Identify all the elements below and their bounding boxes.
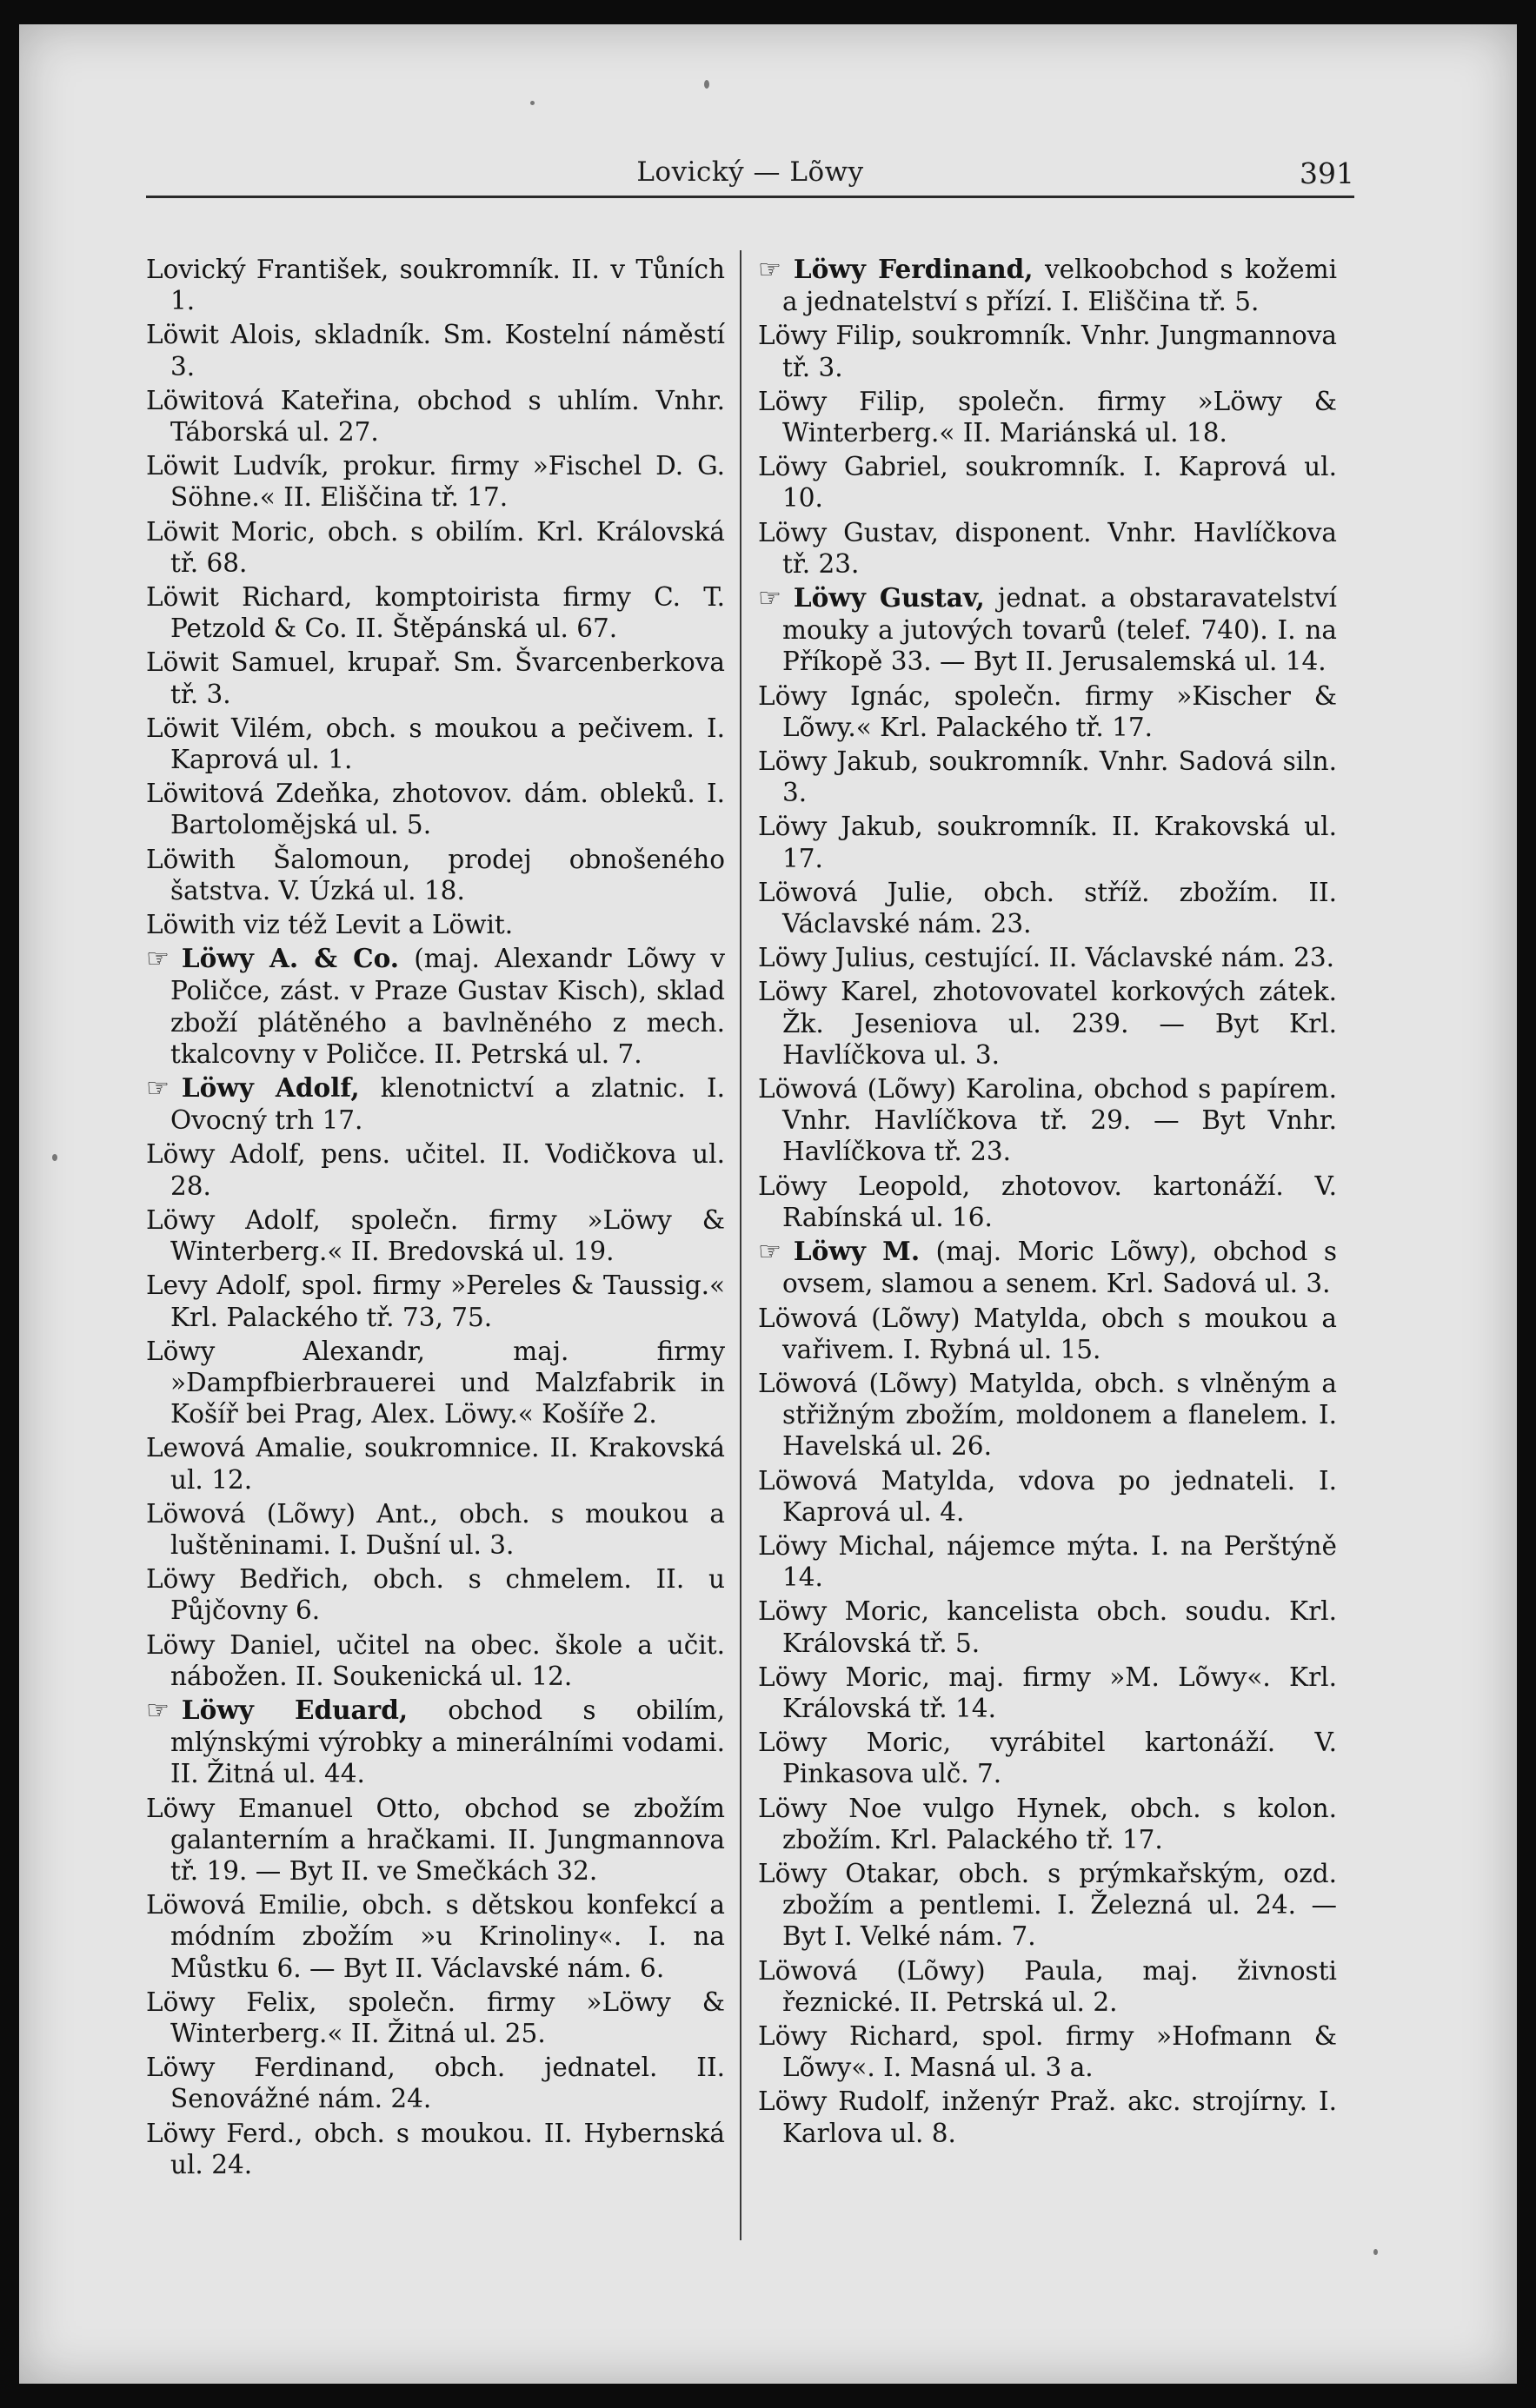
directory-entry: [758, 517, 1337, 580]
entry-details: Rudolf, inženýr Praž. akc. strojírny. I. Karlova ul. 8.: [782, 2086, 1337, 2148]
entry-name: Levy: [146, 1270, 208, 1301]
directory-entry: [758, 1858, 1337, 1953]
entry-details: Adolf, spol. firmy »Pereles & Taussig.« Krl. Palackého tř. 73, 75.: [170, 1270, 725, 1332]
entry-name: Löwy: [758, 1530, 828, 1561]
entry-details: (Lõwy) Matylda, obch. s vlněným a střižným zbožím, moldonem a flanelem. I. Havelská ul. 26.: [782, 1368, 1337, 1462]
header-rule: [146, 196, 1354, 198]
entry-details: (Lõwy) Ant., obch. s moukou a luštěninami. I. Dušní ul. 3.: [170, 1498, 725, 1560]
directory-entry: [146, 581, 725, 644]
directory-entry: [758, 976, 1337, 1071]
entry-name: Löwit: [146, 582, 219, 613]
directory-entry: [758, 877, 1337, 939]
entry-name: Löwy Gustav,: [793, 582, 985, 614]
entry-details: Jakub, soukromník. Vnhr. Sadová siln. 3.: [782, 746, 1337, 808]
pointing-hand-icon: ☞: [758, 583, 781, 614]
entry-name: Löwit: [146, 451, 219, 481]
entry-details: Felix, společn. firmy »Löwy & Winterberg.« II. Žitná ul. 25.: [170, 1987, 725, 2048]
directory-entry: [146, 516, 725, 579]
directory-entry: [758, 320, 1337, 382]
entry-name: Löwová: [758, 1074, 858, 1104]
entry-details: Noe vulgo Hynek, obch. s kolon. zbožím. Krl. Palackého tř. 17.: [782, 1793, 1337, 1854]
entry-details: Leopold, zhotovov. kartonáží. V. Rabínská ul. 16.: [782, 1171, 1337, 1232]
pointing-hand-icon: ☞: [146, 944, 170, 975]
directory-entry: [758, 2020, 1337, 2083]
directory-entry: [146, 1498, 725, 1561]
entry-details: Julius, cestující. II. Václavské nám. 23.: [827, 943, 1335, 973]
directory-entry: [146, 1270, 725, 1332]
entry-details: Jakub, soukromník. II. Krakovská ul. 17.: [782, 812, 1337, 873]
directory-entry: [758, 1303, 1337, 1365]
entry-name: Löwová: [146, 1498, 246, 1529]
directory-entry: [758, 811, 1337, 873]
directory-entry: [146, 778, 725, 840]
directory-entry: [758, 1793, 1337, 1855]
paper-speck: [52, 1154, 57, 1161]
entry-details: Matylda, vdova po jednateli. I. Kaprová ul. 4.: [782, 1465, 1337, 1527]
entry-details: (Lõwy) Matylda, obch s moukou a vařivem. I. Rybná ul. 15.: [782, 1303, 1337, 1364]
directory-entry: [758, 254, 1337, 317]
entry-name: Lovický: [146, 255, 246, 284]
entry-name: Löwy: [758, 977, 828, 1007]
page-header: [146, 130, 1354, 198]
entry-name: Löwy: [758, 1728, 828, 1758]
entry-details: (maj. Alexandr Lõwy v Poličce, zást. v Praze Gustav Kisch), sklad zboží plátěného a bavlněného z mech. tkalcovny v Poličce. II. Petrská ul. 7.: [170, 944, 725, 1069]
directory-entry: [146, 2052, 725, 2114]
entry-name: Löwy: [758, 452, 828, 482]
page-number: 391: [1300, 156, 1354, 190]
entry-name: Löwy: [146, 1564, 216, 1595]
entry-details: Moric, kancelista obch. soudu. Krl. Královská tř. 5.: [782, 1596, 1337, 1658]
entry-details: Samuel, krupař. Sm. Švarcenberkova tř. 3.: [170, 647, 725, 709]
entry-name: Löwy: [758, 517, 828, 547]
entry-details: Filip, společn. firmy »Löwy & Winterberg.« II. Mariánská ul. 18.: [782, 386, 1337, 448]
entry-details: Alois, skladník. Sm. Kostelní náměstí 3.: [170, 320, 725, 381]
directory-entry: [146, 319, 725, 381]
entry-details: Julie, obch. stříž. zbožím. II. Václavské nám. 23.: [782, 877, 1337, 939]
entry-name: Löwová: [758, 1465, 858, 1496]
directory-entry: [146, 2118, 725, 2180]
entry-name: Löwy: [146, 1629, 216, 1660]
directory-entry: [146, 713, 725, 775]
directory-entry: [758, 1662, 1337, 1724]
directory-entry: [146, 1432, 725, 1495]
directory-entry: [758, 1171, 1337, 1233]
running-head: Lovický — Lõwy: [636, 156, 864, 188]
directory-entry: [146, 1336, 725, 1430]
entry-details: klenotnictví a zlatnic. I. Ovocný trh 17.: [170, 1073, 725, 1136]
entry-name: Löwy: [758, 1662, 828, 1692]
directory-entry: [146, 254, 725, 316]
directory-entry: [758, 1595, 1337, 1658]
directory-entry: [146, 943, 725, 1070]
entry-name: Löwit: [146, 713, 219, 743]
entry-details: Adolf, pens. učitel. II. Vodičkova ul. 28.: [170, 1139, 725, 1201]
entry-name: Löwy: [758, 1858, 828, 1888]
entry-details: Vilém, obch. s moukou a pečivem. I. Kaprová ul. 1.: [170, 713, 725, 775]
entry-name: Löwith: [146, 910, 236, 940]
entry-details: Amalie, soukromnice. II. Krakovská ul. 12.: [170, 1433, 725, 1495]
directory-entry: [146, 1629, 725, 1692]
entry-details: Moric, maj. firmy »M. Lõwy«. Krl. Královská tř. 14.: [782, 1662, 1337, 1723]
directory-entry: [758, 1236, 1337, 1299]
entry-details: obchod s obilím, mlýnskými výrobky a minerálními vodami. II. Žitná ul. 44.: [170, 1695, 725, 1789]
entry-name: Löwy Ferdinand,: [793, 254, 1034, 284]
entry-details: Ludvík, prokur. firmy »Fischel D. G. Söhne.« II. Eliščina tř. 17.: [170, 451, 725, 513]
directory-entry: [146, 385, 725, 448]
directory-entry: [758, 1530, 1337, 1593]
entry-name: Löwy: [758, 321, 828, 351]
pointing-hand-icon: ☞: [758, 255, 781, 285]
pointing-hand-icon: ☞: [146, 1073, 170, 1104]
entry-name: Löwová: [758, 1955, 858, 1986]
entry-name: Löwy: [146, 2118, 216, 2148]
entry-name: Löwy: [758, 2020, 828, 2051]
entry-name: Löwy: [758, 943, 828, 973]
entry-name: Löwy M.: [793, 1236, 921, 1267]
directory-entry: [146, 1072, 725, 1136]
directory-entry: [146, 909, 725, 940]
entry-details: Adolf, společn. firmy »Löwy & Winterberg.« II. Bredovská ul. 19.: [170, 1204, 725, 1267]
paper-speck: [704, 80, 709, 89]
entry-details: (Lõwy) Paula, maj. živnosti řeznické. II. Petrská ul. 2.: [782, 1955, 1337, 2017]
entry-name: Löwy: [758, 1596, 828, 1627]
entry-details: jednat. a obstaravatelství mouky a jutových tovarů (telef. 740). I. na Příkopě 33. — Byt II. Jerusalemská ul. 14.: [782, 583, 1337, 677]
entry-name: Löwy: [758, 386, 828, 416]
directory-entry: [758, 1073, 1337, 1168]
entry-details: František, soukromník. II. v Tůních 1.: [170, 255, 725, 316]
entry-name: Löwová: [146, 1890, 246, 1920]
entry-details: Ferd., obch. s moukou. II. Hybernská ul. 24.: [170, 2118, 725, 2179]
entry-details: Moric, obch. s obilím. Krl. Královská tř. 68.: [170, 516, 725, 578]
entry-details: Zdeňka, zhotovov. dám. obleků. I. Bartolomějská ul. 5.: [170, 779, 725, 840]
entry-name: Löwy: [146, 2053, 216, 2083]
column-divider: [740, 250, 741, 2240]
entry-details: Ferdinand, obch. jednatel. II. Senovážné nám. 24.: [170, 2053, 725, 2114]
entry-name: Löwith: [146, 844, 236, 874]
entry-name: Löwy Adolf,: [181, 1072, 360, 1104]
entry-details: Gustav, disponent. Vnhr. Havlíčkova tř. 23.: [782, 517, 1337, 579]
entry-details: Emilie, obch. s dětskou konfekcí a módním zbožím »u Krinoliny«. I. na Můstku 6. — Byt II. Václavské nám. 6.: [170, 1890, 725, 1983]
right-column: [758, 254, 1337, 2152]
entry-details: Bedřich, obch. s chmelem. II. u Půjčovny 6.: [170, 1564, 725, 1626]
entry-name: Löwy: [758, 1171, 828, 1201]
entry-name: Löwy: [146, 1139, 216, 1170]
directory-entry: [758, 582, 1337, 678]
entry-name: Löwit: [146, 516, 219, 547]
directory-entry: [146, 1695, 725, 1790]
entry-name: Löwitová: [146, 385, 264, 415]
entry-details: Šalomoun, prodej obnošeného šatstva. V. Úzká ul. 18.: [170, 844, 725, 905]
entry-name: Löwy Eduard,: [181, 1694, 409, 1725]
entry-name: Löwy: [758, 746, 828, 777]
directory-entry: [146, 1793, 725, 1887]
entry-details: (Lõwy) Karolina, obchod s papírem. Vnhr. Havlíčkova tř. 29. — Byt Vnhr. Havlíčkova tř. 23.: [782, 1074, 1337, 1167]
entry-details: viz též Levit a Löwit.: [235, 910, 514, 940]
entry-details: Ignác, společn. firmy »Kischer & Lõwy.« Krl. Palackého tř. 17.: [782, 680, 1337, 742]
entry-details: Michal, nájemce mýta. I. na Perštýně 14.: [782, 1530, 1337, 1593]
entry-name: Löwy: [146, 1987, 216, 2017]
entry-details: Emanuel Otto, obchod se zbožím galanterním a hračkami. II. Jungmannova tř. 19. — Byt II. ve Smečkách 32.: [170, 1793, 725, 1886]
entry-details: Moric, vyrábitel kartonáží. V. Pinkasova ulč. 7.: [782, 1728, 1337, 1789]
entry-details: Karel, zhotovovatel korkových zátek. Žk. Jeseniova ul. 239. — Byt Krl. Havlíčkova ul. 3.: [782, 977, 1337, 1070]
directory-entry: [146, 647, 725, 709]
directory-entry: [146, 1563, 725, 1626]
entry-name: Löwy: [146, 1336, 216, 1366]
directory-entry: [758, 1368, 1337, 1463]
entry-details: velkoobchod s kožemi a jednatelství s přízí. I. Eliščina tř. 5.: [782, 255, 1337, 317]
directory-entry: [758, 1727, 1337, 1789]
directory-entry: [146, 450, 725, 513]
directory-entry: [758, 942, 1337, 973]
entry-details: Filip, soukromník. Vnhr. Jungmannova tř. 3.: [782, 321, 1337, 382]
entry-details: Daniel, učitel na obec. škole a učit. nábožen. II. Soukenická ul. 12.: [170, 1629, 725, 1691]
directory-entry: [146, 1889, 725, 1984]
directory-entry: [758, 1955, 1337, 2018]
directory-entry: [146, 1987, 725, 2049]
entry-details: Kateřina, obchod s uhlím. Vnhr. Táborská ul. 27.: [170, 385, 725, 448]
paper-speck: [1373, 2249, 1378, 2255]
entry-name: Löwy: [146, 1204, 216, 1235]
entry-name: Löwit: [146, 647, 219, 678]
directory-entry: [146, 844, 725, 906]
entry-details: Gabriel, soukromník. I. Kaprová ul. 10.: [782, 452, 1337, 514]
directory-entry: [758, 2086, 1337, 2148]
entry-name: Löwit: [146, 320, 219, 350]
entry-name: Löwová: [758, 1303, 858, 1333]
entry-name: Lewová: [146, 1433, 246, 1463]
entry-details: Alexandr, maj. firmy »Dampfbierbrauerei und Malzfabrik in Košíř bei Prag, Alex. Löwy.« Košíře 2.: [170, 1336, 725, 1430]
pointing-hand-icon: ☞: [758, 1237, 781, 1268]
pointing-hand-icon: ☞: [146, 1695, 170, 1726]
entry-details: Richard, spol. firmy »Hofmann & Lõwy«. I. Masná ul. 3 a.: [782, 2020, 1337, 2083]
entry-name: Löwy: [758, 2086, 828, 2117]
entry-details: (maj. Moric Lõwy), obchod s ovsem, slamou a senem. Krl. Sadová ul. 3.: [782, 1237, 1338, 1299]
directory-entry: [758, 1465, 1337, 1528]
entry-name: Löwy: [758, 1793, 828, 1823]
entry-name: Löwová: [758, 877, 858, 907]
entry-name: Löwy: [758, 680, 828, 711]
entry-name: Löwitová: [146, 779, 264, 809]
entry-name: Löwy A. & Co.: [181, 943, 400, 974]
entry-name: Löwy: [758, 812, 828, 842]
entry-details: Richard, komptoirista firmy C. T. Petzold & Co. II. Štěpánská ul. 67.: [170, 582, 725, 644]
directory-entry: [758, 680, 1337, 743]
paper-speck: [530, 101, 535, 105]
entry-name: Löwová: [758, 1368, 858, 1398]
entry-name: Löwy: [146, 1793, 216, 1823]
directory-entry: [758, 746, 1337, 808]
directory-entry: [146, 1138, 725, 1201]
directory-entry: [146, 1204, 725, 1267]
directory-entry: [758, 386, 1337, 448]
directory-entry: [758, 451, 1337, 514]
left-column: [146, 254, 725, 2183]
entry-details: Otakar, obch. s prýmkařským, ozd. zbožím a pentlemi. I. Železná ul. 24. — Byt I. Velké nám. 7.: [782, 1858, 1337, 1952]
